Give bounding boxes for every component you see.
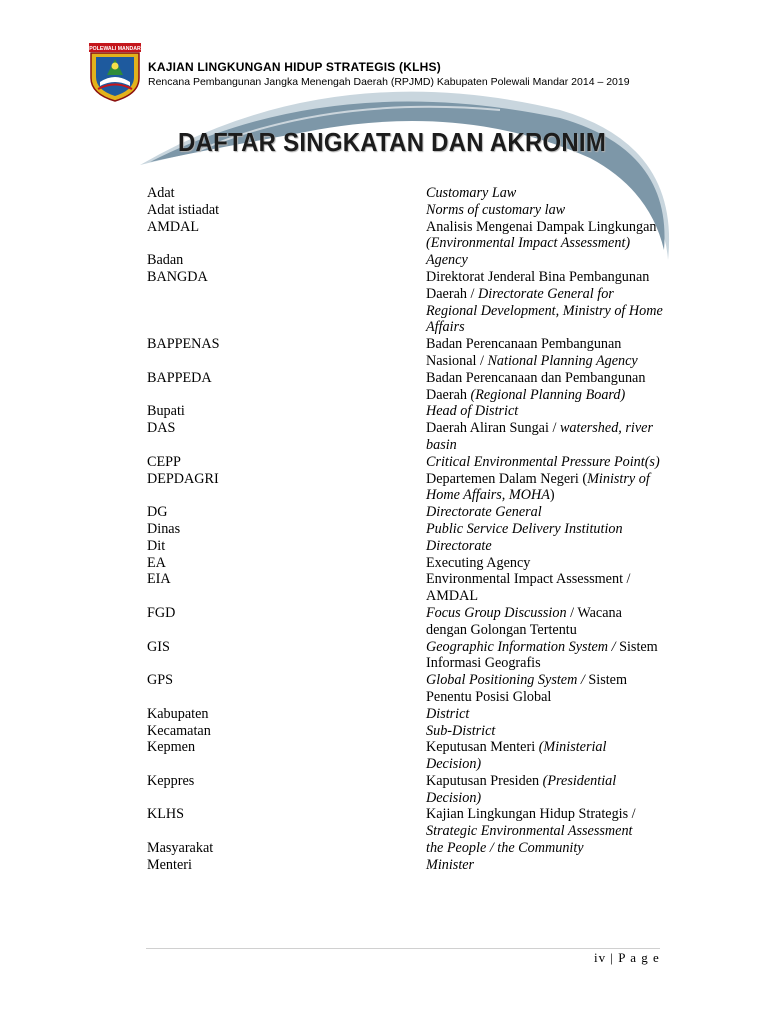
definition-segment: Agency [426,252,468,269]
acronym-term: Masyarakat [147,840,214,857]
acronym-row [147,252,667,269]
definition-segment: (Presidential Decision) [426,772,617,806]
definition-segment: Executing Agency [426,554,531,571]
acronym-row [147,773,667,807]
definition-segment: Norms of customary law [426,201,566,218]
definition-segment: Sistem Penentu Posisi Global [426,672,628,705]
definition-segment: / Wacana dengan Golongan Tertentu [426,604,622,638]
acronym-term: BANGDA [147,268,208,285]
definition-segment: Directorate General [426,504,542,521]
definition-segment: Departemen Dalam Negeri ( [426,470,588,487]
acronym-definition [426,639,664,673]
report-title: KAJIAN LINGKUNGAN HIDUP STRATEGIS (KLHS) [148,60,441,74]
definition-segment: Strategic Environmental Assessment [426,823,633,840]
definition-segment: Sub-District [426,722,496,739]
acronym-term: Badan [147,252,184,269]
definition-segment: Customary Law [426,185,517,201]
acronym-row [147,370,667,404]
acronym-definition [426,336,664,370]
definition-segment: Kaputusan Presiden [426,772,543,789]
acronym-row [147,538,667,555]
acronym-term: Keppres [147,772,195,789]
definition-segment: Environmental Impact Assessment / AMDAL [426,571,631,605]
acronym-term: Kecamatan [147,722,211,739]
acronym-definition [426,219,664,253]
definition-segment: Direktorat Jenderal Bina Pembangunan Daerah / [426,268,650,302]
acronym-term: CEPP [147,453,181,470]
definition-segment: Directorate General for Regional Development, Ministry of Home Affairs [426,285,663,336]
acronym-term: DEPDAGRI [147,470,219,487]
acronym-definition [426,857,664,874]
acronym-term: Kepmen [147,739,196,756]
definition-segment: Critical Environmental Pressure Point(s) [426,453,660,470]
definition-segment: Keputusan Menteri [426,739,539,756]
definition-segment: Badan Perencanaan dan Pembangunan Daerah [426,369,646,403]
acronym-row [147,857,667,874]
acronym-row [147,723,667,740]
definition-segment: (Environmental Impact Assessment) [426,235,631,252]
definition-segment: Ministry of Home Affairs, MOHA [426,470,650,504]
definition-segment: Geographic Information System / [426,638,616,655]
definition-segment: Directorate [426,537,492,554]
acronym-definition [426,555,664,572]
page-title: DAFTAR SINGKATAN DAN AKRONIM [178,127,607,157]
acronym-definition [426,521,664,538]
acronym-term: FGD [147,604,176,621]
definition-segment: the People / the Community [426,840,584,857]
footer-divider [146,948,660,949]
acronym-row [147,706,667,723]
definition-segment: Minister [426,856,475,873]
acronym-term: GPS [147,672,174,689]
acronym-term: Menteri [147,856,192,873]
definition-segment: Badan Perencanaan Pembangunan Nasional / [426,336,622,369]
acronym-term: BAPPENAS [147,336,220,353]
acronym-term: Adat [147,185,175,201]
acronym-term: AMDAL [147,218,200,235]
acronym-definition [426,605,664,639]
definition-segment: Global Positioning System / [426,672,585,689]
acronym-term: EIA [147,571,171,588]
acronym-row [147,336,667,370]
acronym-definition [426,706,664,723]
acronym-row [147,571,667,605]
definition-segment: (Regional Planning Board) [470,386,626,403]
acronym-definition [426,723,664,740]
definition-segment: ) [549,487,555,504]
acronym-definition [426,403,664,420]
acronym-row [147,605,667,639]
definition-segment: Focus Group Discussion [426,604,567,621]
definition-segment: National Planning Agency [487,352,638,369]
acronym-definition [426,538,664,555]
acronym-row [147,555,667,572]
acronym-definition [426,840,664,857]
page-number: iv | P a g e [594,950,660,965]
definition-segment: Sistem Informasi Geografis [426,638,658,672]
acronym-row [147,403,667,420]
acronym-definition [426,269,664,336]
acronym-definition [426,806,664,840]
acronym-row [147,806,667,840]
definition-segment: watershed, river basin [426,420,653,453]
acronym-term: EA [147,554,166,571]
acronym-term: Bupati [147,403,185,420]
acronym-definition [426,420,664,454]
acronym-definition [426,370,664,404]
definition-segment: Kajian Lingkungan Hidup Strategis / [426,806,636,823]
definition-segment: Analisis Mengenai Dampak Lingkungan [426,218,657,235]
acronym-term: DG [147,504,168,521]
acronym-row [147,420,667,454]
acronym-definition [426,202,664,219]
acronym-definition [426,454,664,471]
acronym-term: GIS [147,638,170,655]
acronym-term: Dit [147,537,166,554]
acronym-term: KLHS [147,806,185,823]
definition-segment: (Ministerial Decision) [426,739,607,773]
acronym-row [147,185,667,202]
acronym-term: Dinas [147,520,181,537]
acronym-definition [426,672,664,706]
acronym-definition [426,739,664,773]
report-subtitle: Rencana Pembangunan Jangka Menengah Daerah (RPJMD) Kabupaten Polewali Mandar 2014 – 2019 [148,76,630,88]
acronym-row [147,639,667,673]
acronym-row [147,504,667,521]
acronym-row [147,471,667,505]
acronym-row [147,454,667,471]
logo-label: POLEWALI MANDAR [89,46,141,52]
acronym-term: BAPPEDA [147,369,212,386]
acronym-row [147,840,667,857]
acronym-row [147,219,667,253]
acronym-list [147,185,667,874]
acronym-row [147,202,667,219]
acronym-definition [426,471,664,505]
definition-segment: Head of District [426,403,519,420]
definition-segment: Public Service Delivery Institution [426,520,623,537]
acronym-term: Kabupaten [147,705,209,722]
definition-segment: District [426,705,470,722]
acronym-row [147,521,667,538]
acronym-definition [426,185,664,202]
acronym-term: DAS [147,420,176,437]
acronym-definition [426,252,664,269]
acronym-row [147,672,667,706]
acronym-row [147,269,667,336]
definition-segment: Daerah Aliran Sungai / [426,420,560,437]
acronym-definition [426,773,664,807]
acronym-term: Adat istiadat [147,201,220,218]
acronym-definition [426,571,664,605]
acronym-row [147,739,667,773]
acronym-definition [426,504,664,521]
